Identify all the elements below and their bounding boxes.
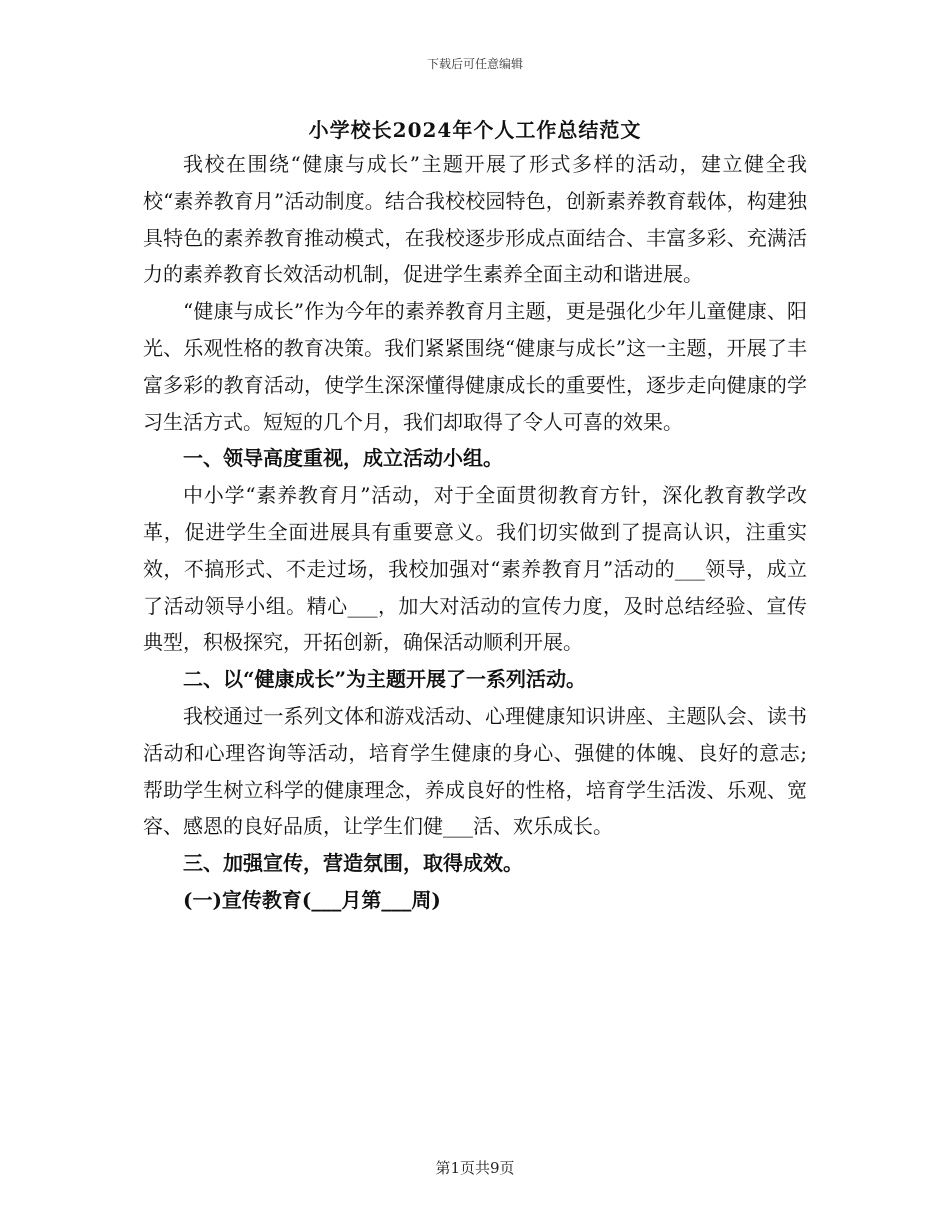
section-heading-3: 三、加强宣传，营造氛围，取得成效。 <box>183 851 523 876</box>
section-heading-2: 二、以“健康成长”为主题开展了一系列活动。 <box>183 667 587 692</box>
section-heading-1: 一、领导高度重视，成立活动小组。 <box>183 446 503 471</box>
header-note: 下载后可任意编辑 <box>426 57 523 71</box>
document-body <box>143 146 807 919</box>
subsection-heading-1: (一)宣传教育(___月第___周) <box>183 887 441 912</box>
document-title: 小学校长2024年个人工作总结范文 <box>308 118 642 142</box>
page-number: 第1页共9页 <box>435 1159 515 1177</box>
paragraph-activities: 我校通过一系列文体和游戏活动、心理健康知识讲座、主题队会、读书活动和心理咨询等活动，培育学生健康的身心、强健的体魄、良好的意志;帮助学生树立科学的健康理念，养成良好的性格，培育学生活泼、乐观、宽容、感恩的良好品质，让学生们健___活、欢乐成长。 <box>143 703 807 839</box>
paragraph-theme: “健康与成长”作为今年的素养教育月主题，更是强化少年儿童健康、阳光、乐观性格的教育决策。我们紧紧围绕“健康与成长”这一主题，开展了丰富多彩的教育活动，使学生深深懂得健康成长的重要性，逐步走向健康的学习生活方式。短短的几个月，我们却取得了令人可喜的效果。 <box>143 299 807 434</box>
paragraph-intro: 我校在围绕“健康与成长”主题开展了形式多样的活动，建立健全我校“素养教育月”活动制度。结合我校校园特色，创新素养教育载体，构建独具特色的素养教育推动模式，在我校逐步形成点面结合、丰富多彩、充满活力的素养教育长效活动机制，促进学生素养全面主动和谐进展。 <box>143 152 807 287</box>
paragraph-leadership: 中小学“素养教育月”活动，对于全面贯彻教育方针，深化教育教学改革，促进学生全面进展具有重要意义。我们切实做到了提高认识，注重实效，不搞形式、不走过场，我校加强对“素养教育月”活动的___领导，成立了活动领导小组。精心___，加大对活动的宣传力度，及时总结经验、宣传典型，积极探究，开拓创新，确保活动顺利开展。 <box>143 483 807 655</box>
